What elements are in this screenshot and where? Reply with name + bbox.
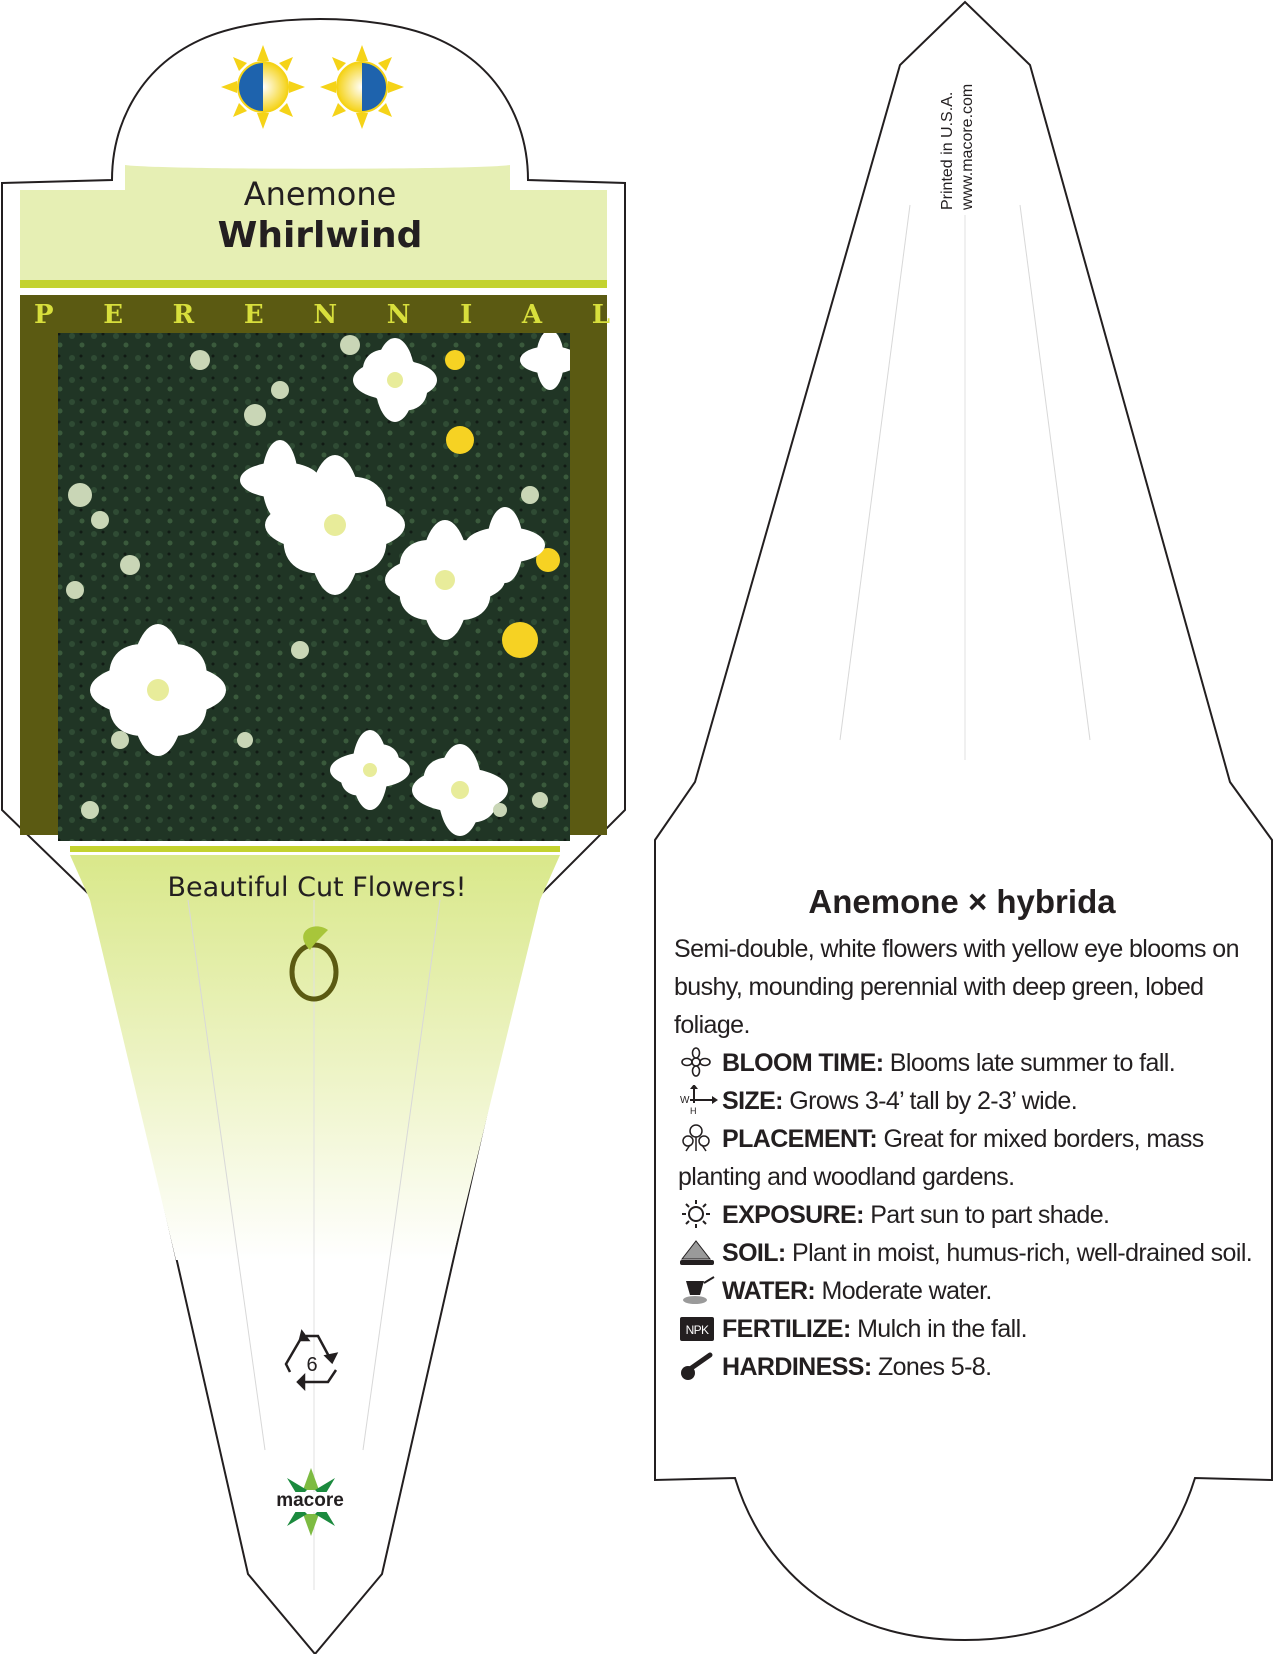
care-row-placement [678,1120,1268,1196]
care-label: SOIL: [722,1239,786,1267]
header-accent-line [20,280,607,288]
care-text: Plant in moist, humus-rich, well-drained soil. [792,1239,1253,1267]
plant-type-letter: E [243,300,264,330]
website: www.macore.com [959,83,976,210]
part-sun-icon-2 [320,45,404,129]
care-text: Great for mixed borders, mass planting and woodland gardens. [678,1125,1204,1191]
soil-icon [678,1237,718,1267]
common-name: Anemone [243,175,397,213]
plant-type-letter: R [172,300,195,330]
sun-icon [678,1199,718,1229]
care-label: HARDINESS: [722,1353,872,1381]
recycle-code: 6 [306,1354,318,1376]
thermometer-icon [678,1351,718,1381]
lower-gradient [70,855,560,1260]
plant-type-letter: N [386,300,411,330]
plant-type-letter: P [34,300,54,330]
botanical-name: Anemone × hybrida [808,883,1116,920]
care-row-soil [678,1234,1268,1272]
care-row-fertilize [678,1310,1268,1348]
care-row-size [678,1082,1268,1120]
care-row-hardiness [678,1348,1268,1386]
part-sun-icon-1 [221,45,305,129]
print-info [938,60,978,210]
care-text: Grows 3-4’ tall by 2-3’ wide. [789,1087,1078,1115]
npk-icon [678,1313,718,1343]
care-text: Mulch in the fall. [857,1315,1027,1343]
plant-type-letter: L [591,300,610,330]
plant-type-letter: A [521,300,543,330]
description: Semi-double, white flowers with yellow eye blooms on bushy, mounding perennial with deep green, lobed foliage. [674,935,1239,1039]
svg-text:NPK: NPK [685,1323,709,1337]
care-text: Zones 5-8. [877,1353,992,1381]
care-label: EXPOSURE: [722,1201,864,1229]
back-tag-outline [655,2,1272,1640]
plant-photo [58,330,580,841]
plant-type-letter: N [313,300,338,330]
svg-text:H: H [690,1106,696,1115]
care-row-bloom [678,1044,1268,1082]
care-row-exposure [678,1196,1268,1234]
care-row-water [678,1272,1268,1310]
flower-icon [678,1047,718,1077]
care-label: BLOOM TIME: [722,1049,884,1077]
size-arrows-icon [678,1085,718,1115]
placement-icon [678,1123,718,1153]
care-label: SIZE: [722,1087,783,1115]
printed-in: Printed in U.S.A. [939,91,956,210]
plant-type-letter: I [460,300,473,330]
care-text: Part sun to part shade. [870,1201,1110,1229]
watering-can-icon [678,1275,718,1305]
care-text: Blooms late summer to fall. [889,1049,1176,1077]
plant-type-letter: E [103,300,124,330]
care-label: FERTILIZE: [722,1315,851,1343]
tagline: Beautiful Cut Flowers! [167,872,467,903]
svg-text:W: W [680,1095,689,1106]
care-info [674,930,1268,1386]
photo-accent-line [70,846,560,852]
care-label: PLACEMENT: [722,1125,878,1153]
care-text: Moderate water. [821,1277,992,1305]
plant-type-label [34,300,610,330]
brand-name: macore [276,1490,344,1511]
cultivar-name: Whirlwind [217,215,423,256]
care-label: WATER: [722,1277,816,1305]
